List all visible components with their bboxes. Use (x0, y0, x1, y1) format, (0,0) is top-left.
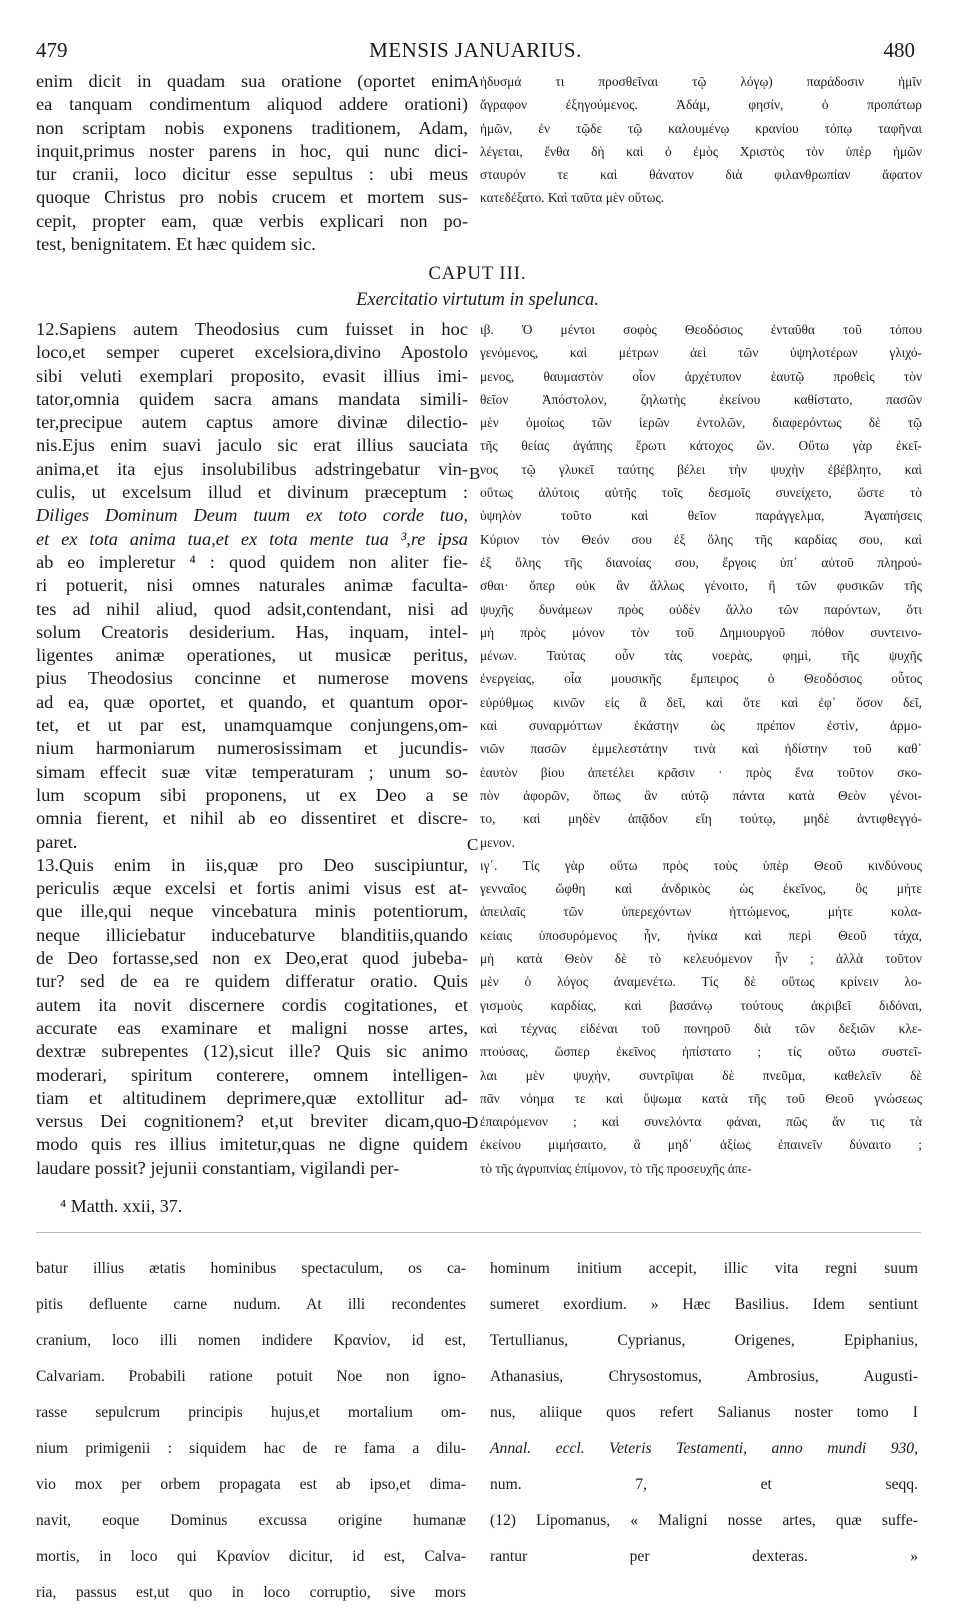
latin-line: lum scopum sibi proponens, ut ex Deo a se (36, 784, 468, 805)
running-title: MENSIS JANUARIUS. (369, 38, 582, 62)
latin-line: accurate eas examinare et maligni nosse artes, (36, 1017, 468, 1038)
greek-line: νιῶν πασῶν ἐμμελεστάτην τινὰ καὶ ἡδίστην τοῦ καθ᾽ (480, 741, 922, 757)
margin-marker-b: B (469, 464, 481, 483)
latin-line: cepit, propter eam, quæ verbis explicari non po- (36, 210, 468, 231)
note-line: ria, passus est,ut quo in loco corruptio, sive mors (36, 1583, 466, 1601)
note-line: rasse sepulcrum principis hujus,et mortalium om- (36, 1403, 466, 1421)
greek-line: τὸ τῆς ἀγρυπνίας ἐπίμονον, τὸ τῆς προσευχῆς ἀπε- (480, 1160, 752, 1176)
greek-line: μενος, θαυμαστὸν οἷον ἀρχέτυπον ἑαυτῷ προθεὶς τὸν (480, 368, 922, 384)
greek-line: μενον. (480, 834, 515, 850)
greek-line: κατεδέξατο. Καὶ ταῦτα μὲν οὕτως. (480, 190, 665, 206)
greek-line: ἐπαιρόμενον ; καὶ συνελόντα φάναι, πῶς ἄν τις τὰ (480, 1114, 922, 1130)
latin-line: modo quis res illius imitetur,quas ne digne quidem (36, 1134, 468, 1155)
greek-line: πὸν ἀφορῶν, ὅπως ἂν αὐτῷ πάντα κατὰ Θεὸν γένοι- (480, 787, 922, 803)
greek-line: λέγεται, ἔνθα δὴ καὶ ὁ ἐμὸς Χριστὸς τὸν ὑπὲρ ἡμῶν (480, 143, 922, 159)
greek-line: γενναῖος ὤφθη καὶ ἀνδρικὸς ὡς ἐκεῖνος, ὃς μήτε (480, 881, 922, 897)
note-line: pitis defluente carne nudum. At illi recondentes (36, 1295, 466, 1313)
notes-left-column (36, 1243, 466, 1619)
note-line: batur illius ætatis hominibus spectaculum, os ca- (36, 1259, 466, 1277)
left-page-number: 479 (36, 38, 68, 62)
latin-line: solum Creatoris desiderium. Has, inquam, intel- (36, 621, 468, 642)
latin-line: tiam et altitudinem deprimere,quæ extollitur ad- (36, 1087, 468, 1108)
greek-line: το, καὶ μηδὲν ἀπᾷδον εἴη τούτῳ, μηδὲ ἀντιφθεγγό- (480, 811, 922, 827)
note-line: nus, aliique quos refert Salianus noster tomo I (490, 1403, 918, 1421)
note-line: cranium, loco illi nomen indidere Κρανίον, id est, (36, 1331, 466, 1349)
latin-top-column (36, 70, 468, 256)
chapter-subtitle: Exercitatio virtutum in spelunca. (356, 290, 599, 310)
note-line: mortis, in loco qui Κρανίον dicitur, id est, Calva- (36, 1547, 466, 1565)
greek-line: πτούσας, ὥσπερ ἐκεῖνος ἠπίστατο ; τίς οὕτω συστεῖ- (480, 1044, 922, 1060)
latin-line: ri potuerit, nisi omnes naturales animæ faculta- (36, 575, 468, 596)
margin-marker-a: A (467, 72, 480, 91)
note-line: Tertullianus, Cyprianus, Origenes, Epiphanius, (490, 1331, 918, 1349)
latin-line: laudare possit? jejunii constantiam, vigilandi per- (36, 1157, 400, 1178)
greek-line: ἄγραφον ἐξηγούμενος. Ἀδάμ, φησίν, ὁ προπάτωρ (480, 97, 922, 113)
greek-line: ἡμῶν, ἐν τῷδε τῷ καλουμένῳ κρανίου τόπῳ ταφῆναι (480, 120, 922, 136)
latin-line: ter,precipue autem captus amore divinæ dilectio- (36, 412, 468, 433)
latin-line: enim dicit in quadam sua oratione (oportet enim (36, 71, 468, 91)
latin-line: periculis æque excelsi et fortis animi visus est at- (36, 878, 468, 899)
latin-line: test, benignitatem. Et hæc quidem sic. (36, 234, 316, 255)
note-line: num. 7, et seqq. (490, 1475, 918, 1493)
greek-line: μένων. Ταύτας οὖν τὰς νοερὰς, φημὶ, τῆς ψυχῆς (480, 648, 922, 664)
greek-line: κείαις ὑποσυρόμενος ἦν, ἡνίκα καὶ περὶ Θεοῦ τάχα, (480, 927, 922, 943)
greek-line: τῆς θείας ἀγάπης ἔρωτι κάτοχος ὤν. Οὕτω γὰρ ἐκεῖ- (480, 438, 922, 454)
latin-line: 12.Sapiens autem Theodosius cum fuisset in hoc (36, 319, 468, 339)
latin-line: et ex tota anima tua,et ex tota mente tua ³,re ipsa (36, 528, 468, 549)
latin-line: paret. (36, 831, 78, 852)
latin-line: nium harmoniarum numerosissimam et jucundis- (36, 738, 468, 759)
latin-line: versus Dei cognitionem? et,ut breviter dicam,quo- (36, 1111, 468, 1132)
latin-line: anima,et ita ejus insolubilibus adstringebatur vin- (36, 458, 468, 479)
greek-line: μὴ κατὰ Θεὸν δὲ τὸ κελευόμενον ἦν ; ἀλλὰ τοῦτον (480, 951, 922, 967)
latin-line: quoque Christus pro nobis crucem et mortem sus- (36, 187, 468, 208)
latin-line: moderari, spiritum conterere, omnem intelligen- (36, 1064, 468, 1085)
latin-line: tur? sed de ea re quidem differatur oratio. Quis (36, 971, 468, 992)
greek-line: ιβ. Ὁ μέντοι σοφὸς Θεοδόσιος ἐνταῦθα τοῦ τόπου (480, 322, 922, 337)
greek-main-column (480, 318, 922, 1180)
latin-line: tes ad nihil aliud, quod adsit,contendant, nisi ad (36, 598, 468, 619)
latin-main-column (36, 318, 468, 1180)
latin-line: pius Theodosius concinne et numerose movens (36, 668, 468, 689)
latin-line: de Deo fortasse,sed non ex Deo,erat quod jubeba- (36, 948, 468, 969)
latin-line: non scriptam nobis exponens traditionem, Adam, (36, 117, 468, 138)
greek-line: Κύριον τὸν Θεόν σου ἐξ ὅλης τῆς καρδίας σου, καὶ (480, 531, 922, 547)
note-line: sumeret exordium. » Hæc Basilius. Idem sentiunt (490, 1295, 918, 1313)
latin-line: que ille,qui neque vincebatura minis potentiorum, (36, 901, 468, 922)
latin-line: simam effecit suæ vitæ temperaturam ; unum so- (36, 761, 468, 782)
greek-line: μὴ πρὸς μόνον τὸν τοῦ Δημιουργοῦ πόθον συντεινο- (480, 624, 922, 640)
latin-line: loco,et semper cuperet excelsiora,divino Apostolo (36, 342, 468, 363)
greek-line: σθαι· ὅπερ οὐκ ἂν ἄλλως γένοιτο, ἢ τῶν φυσικῶν τῆς (480, 578, 922, 594)
greek-line: γενόμενος, καὶ μέτρων ἀεὶ τῶν ὑψηλοτέρων γλιχό- (480, 345, 922, 361)
latin-line: nis.Ejus enim suavi jaculo sic erat illius sauciata (36, 435, 468, 456)
greek-line: εὐρύθμως κινῶν εἰς ἃ δεῖ, καὶ ὅτε καὶ ἐφ᾽ ὅσον δεῖ, (480, 694, 922, 710)
latin-line: tur cranii, loco dicitur esse sepultus : ubi meus (36, 164, 468, 185)
latin-line: sibi veluti exemplari proposito, evasit illius imi- (36, 365, 468, 386)
margin-marker-c: C (467, 835, 479, 854)
greek-line: μὲν ὁμοίως τῶν ἱερῶν ἐντολῶν, διαφερόντως δὲ τῷ (480, 415, 922, 431)
greek-line: ἐξ ὅλης τῆς διανοίας σου, ἔργοις ὑπ᾽ αὐτοῦ πληρού- (480, 554, 922, 570)
right-page-number: 480 (883, 38, 915, 62)
latin-line: ligentes animæ operationes, ut musicæ peritus, (36, 645, 468, 666)
latin-line: inquit,primus noster parens in hoc, qui nunc dici- (36, 140, 468, 161)
greek-line: ἑαυτὸν βίου ἀπετέλει κρᾶσιν · πρὸς ἕνα τοῦτον σκο- (480, 764, 922, 780)
greek-line: λαι μὲν ψυχὴν, συντρῖψαι δὲ πνεῦμα, καθελεῖν δὲ (480, 1067, 922, 1083)
note-line: navit, eoque Dominus excussa origine humanæ (36, 1511, 466, 1529)
chapter-heading: CAPUT III. (428, 264, 527, 284)
note-line: rantur per dexteras. » (490, 1547, 918, 1565)
greek-line: ἐνεργείας, οἷα μουσικῆς ἔμπειρος ὁ Θεοδόσιος οὗτος (480, 671, 922, 687)
note-line: (12) Lipomanus, « Maligni nosse artes, quæ suffe- (490, 1511, 918, 1529)
greek-line: γισμοὺς καρδίας, καὶ βασάνῳ τούτους ἀκριβεῖ διδόναι, (480, 997, 922, 1013)
greek-line: πᾶν νόημα τε καὶ ὕψωμα κατὰ τῆς τοῦ Θεοῦ γνώσεως (480, 1090, 922, 1106)
latin-line: Diliges Dominum Deum tuum ex toto corde tuo, (36, 505, 468, 526)
latin-line: ab eo impleretur ⁴ : quod quidem non aliter fie- (36, 551, 468, 572)
greek-line: ἀπειλαῖς τῶν ὑπερεχόντων ἡττώμενος, μήτε κολα- (480, 904, 922, 920)
notes-right-column (490, 1243, 918, 1583)
note-line: nium primigenii : siquidem hac de re fama a dilu- (36, 1439, 466, 1457)
greek-line: μὲν ὁ λόγος ἀναμενέτω. Τίς δὲ οὕτως κρίνειν λο- (480, 974, 922, 990)
latin-line: 13.Quis enim in iis,quæ pro Deo suscipiuntur, (36, 854, 468, 875)
latin-line: tator,omnia quidem sacra amans mandata simili- (36, 388, 468, 409)
notes-divider (36, 1232, 921, 1233)
note-line: Athanasius, Chrysostomus, Ambrosius, Augusti- (490, 1367, 918, 1385)
footnote: ⁴ Matth. xxii, 37. (60, 1196, 183, 1216)
greek-line: οὕτως ἀλύτοις αὐτῆς τοῖς δεσμοῖς συνείχετο, ὥστε τὸ (480, 485, 922, 501)
greek-line: νος τῷ γλυκεῖ ταύτης βέλει τὴν ψυχὴν ἐβέβλητο, καὶ (480, 461, 922, 477)
latin-line: neque illiciebatur inducebaturve blanditiis,quando (36, 924, 468, 945)
greek-line: ιγ΄. Τίς γὰρ οὕτω πρὸς τοὺς ὑπὲρ Θεοῦ κινδύνους (480, 857, 922, 873)
note-line: hominum initium accepit, illic vita regni suum (490, 1259, 918, 1277)
greek-line: καὶ τέχνας εἰδέναι τοῦ πονηροῦ διὰ τῶν δεξιῶν κλε- (480, 1020, 922, 1036)
margin-marker-d: D (466, 1113, 479, 1132)
greek-line: ἡδυσμά τι προσθεῖναι τῷ λόγῳ) παράδοσιν ἡμῖν (480, 74, 922, 89)
latin-line: ad ea, quæ oportet, et quando, et quantum opor- (36, 691, 468, 712)
greek-line: ψυχῆς δυνάμεων πρὸς οὐδὲν ἄλλο τῶν παρόντων, ὅτι (480, 601, 922, 617)
note-line: vio mox per orbem propagata est ab ipso,et dima- (36, 1475, 466, 1493)
greek-line: καὶ συναρμόττων ἑκάστην ὡς πρέπον ἐστὶν, ἁρμο- (480, 718, 922, 734)
latin-line: dextræ subrepentes (12),sicut ille? Quis sic animo (36, 1041, 468, 1062)
greek-line: σταυρόν τε καὶ θάνατον διὰ φιλανθρωπίαν ἄφατον (480, 167, 922, 183)
greek-line: ὑψηλὸν τοῦτο καὶ θεῖον παράγγελμα, Ἀγαπήσεις (480, 508, 922, 524)
latin-line: autem ita novit discernere cordis cogitationes, et (36, 994, 468, 1015)
latin-line: omnia fierent, et nihil ab eo dissentiret et discre- (36, 808, 468, 829)
greek-line: θεῖον Ἀπόστολον, ζηλωτὴς ἐκείνου καθίστατο, πασῶν (480, 391, 922, 407)
note-line: Annal. eccl. Veteris Testamenti, anno mundi 930, (490, 1439, 918, 1457)
latin-line: culis, ut excelsum illud et divinum præceptum : (36, 482, 468, 503)
latin-line: tet, et ut par est, unamquamque conjungens,om- (36, 715, 468, 736)
greek-top-column (480, 70, 922, 210)
greek-line: ἐκείνου μιμήσαιτο, ἃ μηδ᾽ ἀξίως ἐπαινεῖν δύναιτο ; (480, 1137, 922, 1153)
latin-line: ea tanquam condimentum aliquod addere orationi) (36, 94, 468, 115)
note-line: Calvariam. Probabili ratione potuit Noe non igno- (36, 1367, 466, 1385)
page-header (36, 38, 915, 68)
